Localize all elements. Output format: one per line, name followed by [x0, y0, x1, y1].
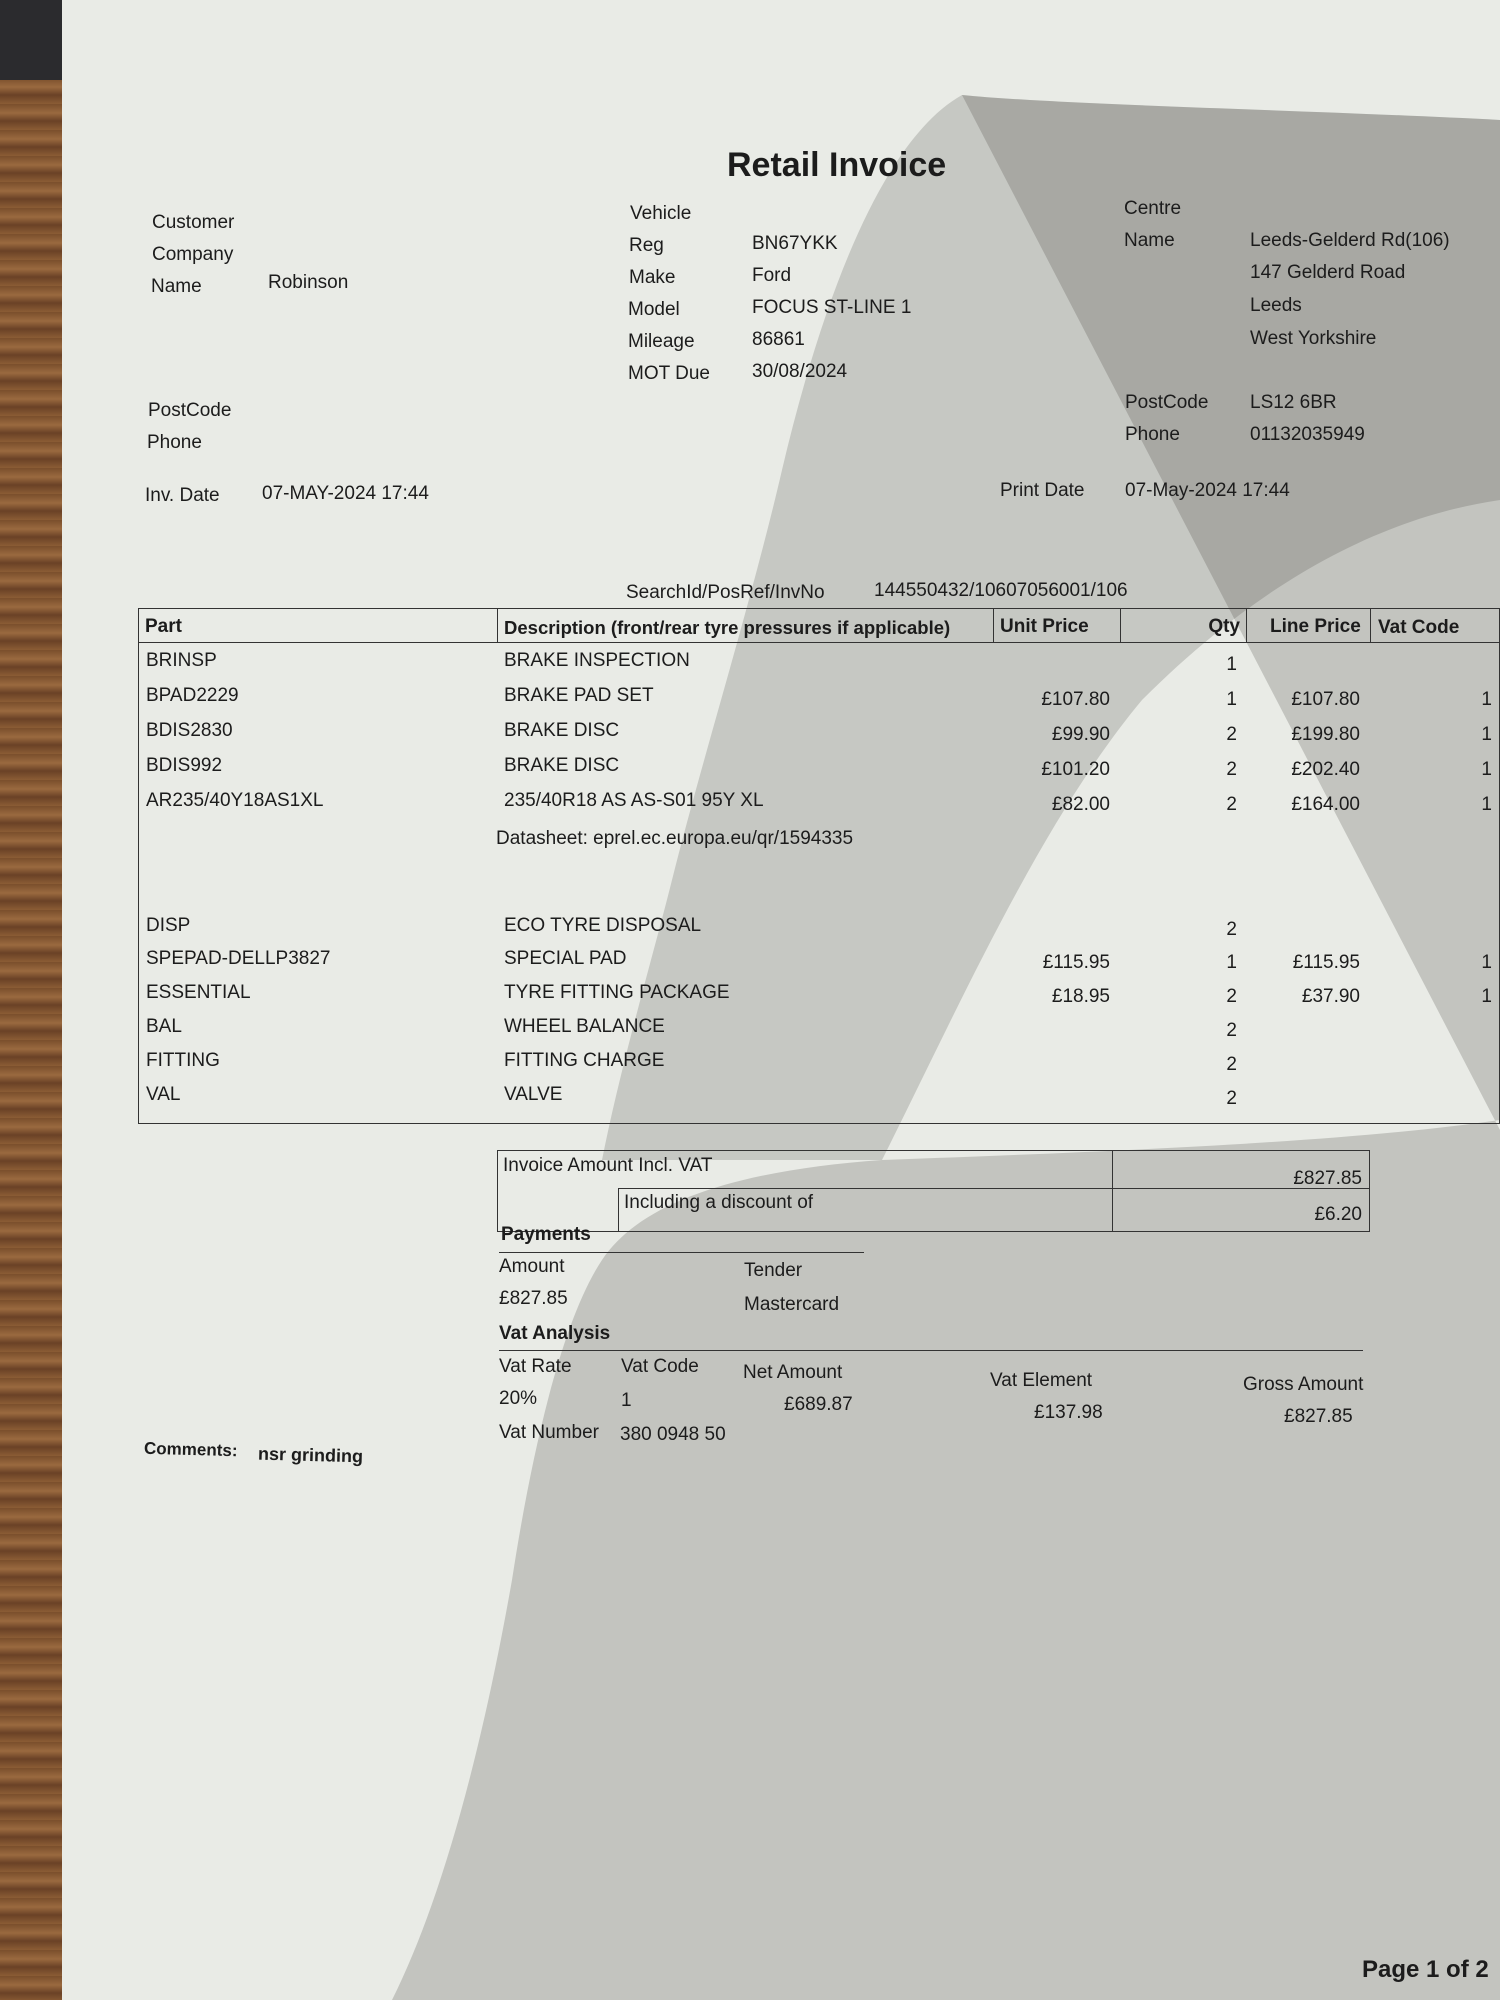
- vat-number: 380 0948 50: [620, 1424, 726, 1445]
- cell-qty: 2: [1226, 1088, 1237, 1109]
- col-divider: [497, 608, 498, 642]
- customer-name: Robinson: [268, 272, 349, 293]
- cell-line-price: £202.40: [1291, 759, 1360, 780]
- vat-number-label: Vat Number: [499, 1422, 599, 1443]
- search-id-value: 144550432/10607056001/106: [874, 580, 1128, 601]
- table-header-divider: [138, 642, 1500, 643]
- customer-label: Customer: [152, 212, 235, 233]
- col-divider: [993, 608, 994, 642]
- cell-vat-code: 1: [1481, 952, 1492, 973]
- company-label: Company: [152, 244, 234, 265]
- cell-line-price: £115.95: [1292, 952, 1360, 973]
- cell-part: DISP: [146, 915, 191, 936]
- gross-amount-label: Gross Amount: [1243, 1374, 1364, 1395]
- cell-qty: 2: [1226, 986, 1237, 1007]
- centre-heading: Centre: [1124, 198, 1182, 219]
- comments-label: Comments:: [143, 1438, 238, 1461]
- cell-qty: 1: [1226, 952, 1237, 973]
- make-label: Make: [629, 267, 676, 288]
- cell-qty: 1: [1226, 689, 1237, 710]
- cell-part: ESSENTIAL: [146, 982, 251, 1003]
- cell-vat-code: 1: [1481, 759, 1492, 780]
- cell-unit-price: £107.80: [1041, 689, 1110, 710]
- cell-part: SPEPAD-DELLP3827: [146, 948, 331, 969]
- centre-name: Leeds-Gelderd Rd(106): [1250, 230, 1450, 251]
- cell-unit-price: £99.90: [1051, 724, 1110, 745]
- invoice-amount-label: Invoice Amount Incl. VAT: [503, 1155, 713, 1176]
- centre-phone: 01132035949: [1250, 424, 1365, 445]
- invoice-paper: [62, 0, 1500, 2000]
- header-vat-code: Vat Code: [1378, 617, 1460, 638]
- cell-part: FITTING: [146, 1050, 220, 1071]
- cell-unit-price: £115.95: [1042, 952, 1110, 973]
- vat-analysis-heading: Vat Analysis: [499, 1323, 611, 1344]
- centre-address-2: Leeds: [1250, 295, 1302, 316]
- customer-phone-label: Phone: [147, 432, 202, 453]
- cell-qty: 2: [1226, 1020, 1237, 1041]
- cell-qty: 2: [1226, 724, 1237, 745]
- col-divider: [1120, 608, 1121, 642]
- totals-divider: [1112, 1150, 1113, 1232]
- cell-vat-code: 1: [1481, 689, 1492, 710]
- header-qty: Qty: [1208, 616, 1240, 637]
- cell-description: 235/40R18 AS AS-S01 95Y XL: [504, 790, 764, 811]
- cell-vat-code: 1: [1481, 724, 1492, 745]
- vehicle-heading: Vehicle: [630, 203, 692, 224]
- mileage-label: Mileage: [628, 331, 695, 352]
- model-value: FOCUS ST-LINE 1: [752, 297, 912, 318]
- cell-qty: 2: [1226, 919, 1237, 940]
- cell-part: BRINSP: [146, 650, 217, 671]
- cell-qty: 2: [1226, 794, 1237, 815]
- vat-element-label: Vat Element: [990, 1370, 1093, 1391]
- totals-divider: [618, 1188, 619, 1232]
- dark-object: [0, 0, 62, 80]
- cell-description: SPECIAL PAD: [504, 948, 627, 969]
- model-label: Model: [628, 299, 680, 320]
- discount-amount: £6.20: [1314, 1204, 1362, 1225]
- wooden-table: [0, 0, 62, 2000]
- discount-label: Including a discount of: [624, 1192, 814, 1213]
- header-part: Part: [145, 616, 182, 637]
- cell-line-price: £107.80: [1291, 689, 1360, 710]
- net-amount: £689.87: [784, 1394, 853, 1415]
- vat-rate-label: Vat Rate: [499, 1356, 572, 1377]
- customer-postcode-label: PostCode: [148, 400, 232, 421]
- vat-code-label: Vat Code: [621, 1356, 699, 1377]
- cell-vat-code: 1: [1481, 986, 1492, 1007]
- make-value: Ford: [752, 265, 792, 286]
- vat-code: 1: [621, 1390, 632, 1411]
- payments-underline: [499, 1252, 864, 1253]
- cell-description: WHEEL BALANCE: [504, 1016, 665, 1037]
- cell-line-price: £164.00: [1291, 794, 1360, 815]
- cell-qty: 2: [1226, 759, 1237, 780]
- cell-description: FITTING CHARGE: [504, 1050, 665, 1071]
- customer-name-label: Name: [151, 276, 202, 297]
- cell-part: BDIS992: [146, 755, 223, 776]
- centre-address-3: West Yorkshire: [1250, 328, 1377, 349]
- payment-tender-label: Tender: [744, 1260, 803, 1281]
- gross-amount: £827.85: [1284, 1406, 1353, 1427]
- cell-part: VAL: [146, 1084, 181, 1105]
- centre-postcode-label: PostCode: [1125, 392, 1209, 413]
- cell-unit-price: £82.00: [1051, 794, 1110, 815]
- payment-amount-label: Amount: [499, 1256, 565, 1277]
- cell-description: VALVE: [504, 1084, 563, 1105]
- vat-rate: 20%: [499, 1388, 538, 1409]
- cell-description: TYRE FITTING PACKAGE: [504, 982, 730, 1003]
- mot-label: MOT Due: [628, 363, 711, 384]
- centre-address-1: 147 Gelderd Road: [1250, 262, 1406, 283]
- payment-amount: £827.85: [499, 1288, 568, 1309]
- centre-postcode: LS12 6BR: [1250, 392, 1337, 413]
- header-description: Description (front/rear tyre pressures if applicable): [504, 617, 951, 638]
- cell-description: BRAKE DISC: [504, 720, 620, 741]
- mileage-value: 86861: [752, 329, 805, 350]
- col-divider: [1370, 608, 1371, 642]
- header-unit-price: Unit Price: [1000, 616, 1089, 637]
- reg-value: BN67YKK: [752, 233, 838, 254]
- invoice-amount: £827.85: [1293, 1168, 1362, 1189]
- comments-text: nsr grinding: [257, 1443, 364, 1467]
- inv-date-label: Inv. Date: [145, 485, 220, 506]
- net-amount-label: Net Amount: [743, 1362, 843, 1383]
- page-number: Page 1 of 2: [1362, 1956, 1489, 1983]
- cell-unit-price: £18.95: [1051, 986, 1110, 1007]
- cell-part: AR235/40Y18AS1XL: [146, 790, 324, 811]
- cell-part: BAL: [146, 1016, 182, 1037]
- col-divider: [1246, 608, 1247, 642]
- print-date: 07-May-2024 17:44: [1125, 480, 1290, 501]
- cell-vat-code: 1: [1481, 794, 1492, 815]
- centre-phone-label: Phone: [1125, 424, 1180, 445]
- cell-part: BPAD2229: [146, 685, 239, 706]
- centre-name-label: Name: [1124, 230, 1175, 251]
- cell-qty: 2: [1226, 1054, 1237, 1075]
- search-id-label: SearchId/PosRef/InvNo: [626, 582, 825, 603]
- datasheet-link[interactable]: Datasheet: eprel.ec.europa.eu/qr/1594335: [496, 828, 854, 849]
- print-date-label: Print Date: [1000, 480, 1085, 501]
- cell-description: ECO TYRE DISPOSAL: [504, 915, 702, 936]
- cell-description: BRAKE DISC: [504, 755, 620, 776]
- cell-part: BDIS2830: [146, 720, 233, 741]
- inv-date: 07-MAY-2024 17:44: [262, 483, 429, 504]
- cell-unit-price: £101.20: [1041, 759, 1110, 780]
- vat-underline: [499, 1350, 1363, 1351]
- reg-label: Reg: [629, 235, 664, 256]
- mot-value: 30/08/2024: [752, 361, 848, 382]
- cell-qty: 1: [1226, 654, 1237, 675]
- header-line-price: Line Price: [1270, 616, 1361, 637]
- payments-heading: Payments: [501, 1224, 591, 1245]
- cell-line-price: £37.90: [1301, 986, 1360, 1007]
- payment-tender: Mastercard: [744, 1294, 840, 1315]
- cell-line-price: £199.80: [1291, 724, 1360, 745]
- vat-element: £137.98: [1034, 1402, 1103, 1423]
- page-title: Retail Invoice: [727, 146, 947, 184]
- cell-description: BRAKE PAD SET: [504, 685, 654, 706]
- cell-description: BRAKE INSPECTION: [504, 650, 690, 671]
